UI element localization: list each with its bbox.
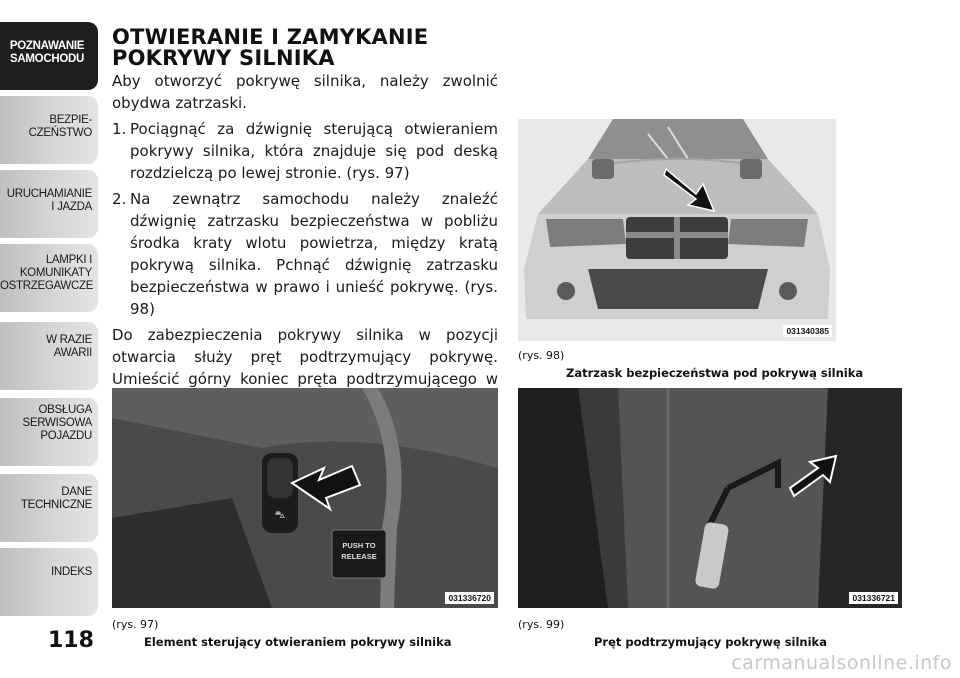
figure-99-caption: Pręt podtrzymujący pokrywę silnika xyxy=(594,635,827,649)
figure-97-caption: Element sterujący otwieraniem pokrywy silnika xyxy=(144,635,452,649)
figure-code: 031340385 xyxy=(783,325,832,337)
push-to-release-sign: PUSH TO RELEASE xyxy=(341,541,377,561)
step-item xyxy=(112,118,498,184)
closing-paragraph: Do zabezpieczenia pokrywy silnika w pozycji otwarcia służy pręt podtrzymujący pokrywę. Umieścić górny koniec pręta podtrzymującego w xyxy=(112,326,498,388)
step-text: Na zewnątrz samochodu należy znaleźć dźwignię zatrzasku bezpieczeństwa w pobliżu środka kraty wlotu powietrza, między kratą pokrywą silnika. Pchnąć dźwignię zatrzasku bezpieczeństwa w prawo i unieść pokrywę. (rys. 98) xyxy=(130,190,498,318)
tab-obsluga-serwisowa[interactable]: OBSŁUGA SERWISOWA POJAZDU xyxy=(0,398,98,466)
figure-97-release-lever xyxy=(112,388,498,608)
release-lever-illustration xyxy=(112,388,498,608)
figure-code: 031336720 xyxy=(445,592,494,604)
figure-98-ref: (rys. 98) xyxy=(518,349,565,362)
tab-w-razie-awarii[interactable]: W RAZIE AWARII xyxy=(0,322,98,390)
intro-paragraph: Aby otworzyć pokrywę silnika, należy zwolnić obydwa zatrzaski. xyxy=(112,72,498,112)
step-text: Pociągnąć za dźwignię sterującą otwieraniem pokrywy silnika, która znajduje się pod deską rozdzielczą po lewej stronie. (rys. 97) xyxy=(130,120,498,182)
page-number: 118 xyxy=(48,628,94,653)
svg-text:⛍: ⛍ xyxy=(274,510,286,521)
figure-99-ref: (rys. 99) xyxy=(518,618,565,631)
watermark: carmanualsonline.info xyxy=(731,652,952,674)
section-heading: OTWIERANIE I ZAMYKANIE POKRYWY SILNIKA xyxy=(112,25,429,70)
tab-dane-techniczne[interactable]: DANE TECHNICZNE xyxy=(0,474,98,542)
steps-list xyxy=(112,118,498,320)
prop-rod-illustration xyxy=(518,388,902,608)
tab-indeks[interactable]: INDEKS xyxy=(0,548,98,616)
step-item xyxy=(112,188,498,320)
figure-98-car-front xyxy=(518,119,836,341)
body-text xyxy=(112,70,498,438)
figure-99-prop-rod xyxy=(518,388,902,608)
figure-code: 031336721 xyxy=(849,592,898,604)
step-number: 2. xyxy=(112,190,127,208)
figure-98-caption: Zatrzask bezpieczeństwa pod pokrywą silnika xyxy=(566,366,864,380)
tab-lampki-i-komunikaty[interactable]: LAMPKI I KOMUNIKATY OSTRZEGAWCZE xyxy=(0,244,98,312)
car-front-illustration xyxy=(518,119,836,341)
step-number: 1. xyxy=(112,120,127,138)
tab-poznawanie-samochodu[interactable]: POZNAWANIE SAMOCHODU xyxy=(0,22,98,90)
figure-97-ref: (rys. 97) xyxy=(112,618,159,631)
tab-bezpieczenstwo[interactable]: BEZPIE- CZEŃSTWO xyxy=(0,96,98,164)
tab-uruchamianie-i-jazda[interactable]: URUCHAMIANIE I JAZDA xyxy=(0,170,98,238)
